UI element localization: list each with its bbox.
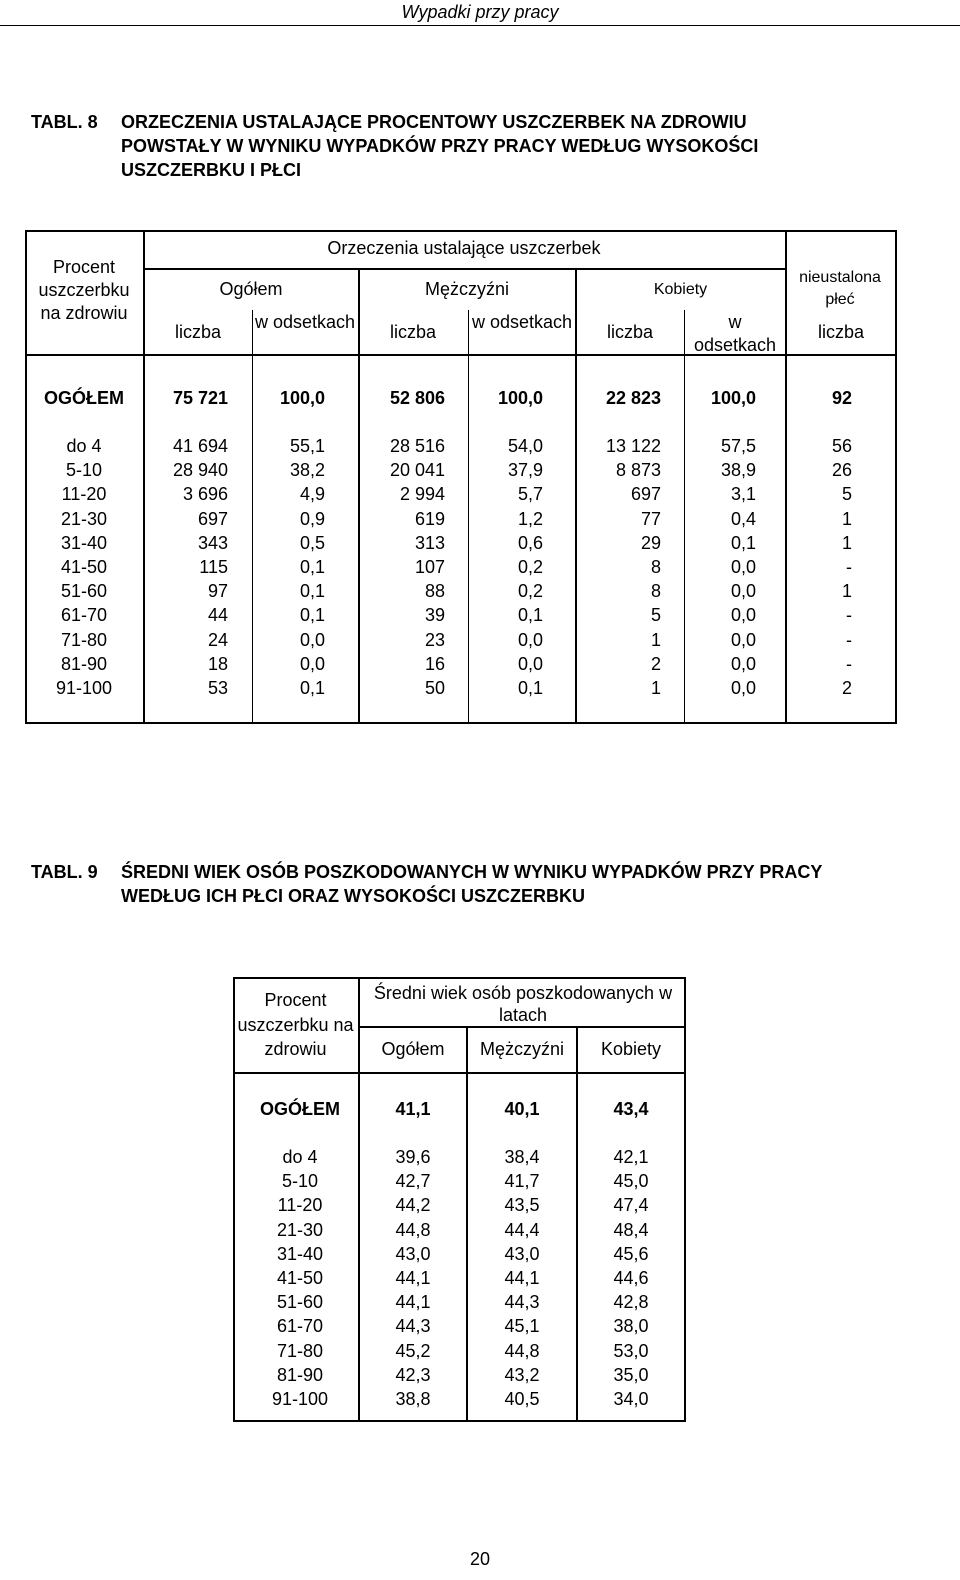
table8-row-label: 91-100 <box>55 678 113 698</box>
table8-stub-header: Procent uszczerbku na zdrowiu <box>38 257 130 323</box>
table8-cell: 115 <box>199 557 228 577</box>
table8-subcol-rule <box>684 310 685 724</box>
table8-row-label: 11-20 <box>61 484 107 505</box>
table8-cell: 2 <box>650 653 661 674</box>
table8-cell: 2 994 <box>399 484 445 505</box>
table8-cell: 0,0 <box>299 653 325 674</box>
table8-row-label: do 4 <box>66 436 102 456</box>
table8-cell: 29 <box>640 532 661 553</box>
table8-cell: 38,2 <box>289 460 325 481</box>
table8-cell: 313 <box>414 532 445 553</box>
table8-cell: 53 <box>207 678 228 698</box>
table9-cell: 44,8 <box>395 1219 431 1240</box>
table8-cell: 0,0 <box>730 605 756 626</box>
table8-cell: 24 <box>207 629 228 650</box>
table8-cell: 28 940 <box>172 460 228 481</box>
table8-cell: 0,1 <box>299 605 325 626</box>
table9-title-text: ŚREDNI WIEK OSÓB POSZKODOWANYCH W WYNIKU WYPADKÓW PRZY PRACY WEDŁUG ICH PŁCI ORAZ WYSOKOŚCI USZCZERBKU <box>121 862 823 906</box>
table8-total-cell: 100,0 <box>710 388 756 408</box>
table8-cell: 0,0 <box>517 653 543 674</box>
table9-group-header: Średni wiek osób poszkodowanych w latach <box>373 983 673 1025</box>
table8-cell: 56 <box>831 436 852 456</box>
table9-cell: 34,0 <box>613 1389 649 1409</box>
table9-cell: 35,0 <box>613 1364 649 1385</box>
table9-cell: 47,4 <box>613 1195 649 1216</box>
table8-col-nieustalona: nieustalona płeć <box>799 269 881 308</box>
table8-cell: 37,9 <box>507 460 543 481</box>
table8-cell: 50 <box>424 678 445 698</box>
table8-cell: 18 <box>207 653 228 674</box>
table9-row-label: 21-30 <box>276 1219 324 1240</box>
table8-cell: 8 873 <box>615 460 661 481</box>
running-header <box>0 0 960 26</box>
table9-row-label: do 4 <box>282 1147 318 1167</box>
table8-cell: 1 <box>841 581 852 602</box>
table9-cell: 53,0 <box>613 1340 649 1361</box>
table8-number: TABL. 8 <box>31 112 98 132</box>
table8-cell: 0,0 <box>730 581 756 602</box>
table9-cell: 42,7 <box>395 1171 431 1192</box>
table8-sub-liczba: liczba <box>606 322 654 342</box>
table8-cell: 13 122 <box>605 436 661 456</box>
table9-cell: 44,1 <box>395 1268 431 1288</box>
table9-cell: 45,0 <box>613 1171 649 1192</box>
table8-cell: 54,0 <box>507 436 543 456</box>
table8-cell: 4,9 <box>299 484 325 505</box>
table8-col-mezczyzni: Mężczyźni <box>424 279 509 299</box>
table8-cell: 0,5 <box>299 532 325 553</box>
table9-stub-header: Procent uszczerbku na zdrowiu <box>237 990 354 1059</box>
table9-cell: 45,6 <box>613 1243 649 1264</box>
table8-cell: 8 <box>650 581 661 602</box>
running-title: Wypadki przy pracy <box>401 2 559 22</box>
table8-row-label: 71-80 <box>60 629 108 650</box>
table9-cell: 43,5 <box>504 1195 540 1216</box>
table8-cell: 1 <box>841 532 852 553</box>
table8-cell: 697 <box>197 508 228 529</box>
table9-total-label: OGÓŁEM <box>260 1099 340 1119</box>
table9-row-label: 41-50 <box>276 1268 324 1288</box>
table9-cell: 44,1 <box>395 1292 431 1313</box>
table8-cell: 5 <box>841 484 852 505</box>
table9-cell: 40,5 <box>504 1389 540 1409</box>
table8-cell: 3,1 <box>730 484 756 505</box>
table8-cell: 343 <box>197 532 228 553</box>
table9-col-mezczyzni: Mężczyźni <box>479 1039 564 1059</box>
table8-row-label: 61-70 <box>60 605 108 626</box>
table9-cell: 42,3 <box>395 1364 431 1385</box>
table8-cell: 0,2 <box>517 557 543 577</box>
table8-sub-liczba: liczba <box>389 322 437 342</box>
table9-cell: 38,8 <box>395 1389 431 1409</box>
table8-sub-odsetki: w odsetkach <box>693 312 777 355</box>
table9-row-label: 61-70 <box>276 1316 324 1337</box>
table8-cell: - <box>846 557 852 577</box>
table9-cell: 43,0 <box>504 1243 540 1264</box>
table9-row-label: 11-20 <box>277 1195 323 1216</box>
table9-cell: 39,6 <box>395 1147 431 1167</box>
table9-cell: 38,4 <box>504 1147 540 1167</box>
table9-number: TABL. 9 <box>31 862 98 882</box>
table8-total-cell: 75 721 <box>172 388 228 408</box>
table8-title-text: ORZECZENIA USTALAJĄCE PROCENTOWY USZCZERBEK NA ZDROWIU POWSTAŁY W WYNIKU WYPADKÓW PRZY PRACY WEDŁUG WYSOKOŚCI USZCZERBKU I PŁCI <box>121 112 759 180</box>
table8-cell: 44 <box>207 605 228 626</box>
table8-cell: 38,9 <box>720 460 756 481</box>
table9-cell: 48,4 <box>613 1219 649 1240</box>
table9-total-cell: 40,1 <box>504 1099 540 1119</box>
table9-row-label: 81-90 <box>276 1364 324 1385</box>
table9-total-cell: 41,1 <box>395 1099 431 1119</box>
table8-cell: 8 <box>650 557 661 577</box>
table8-total-cell: 52 806 <box>389 388 445 408</box>
table8-cell: 39 <box>424 605 445 626</box>
table9-cell: 42,8 <box>613 1292 649 1313</box>
table8-cell: 57,5 <box>720 436 756 456</box>
table9-col-kobiety: Kobiety <box>600 1039 662 1059</box>
table9-row-label: 31-40 <box>276 1243 324 1264</box>
table8-cell: 55,1 <box>289 436 325 456</box>
table9-cell: 38,0 <box>613 1316 649 1337</box>
table8-col-kobiety: Kobiety <box>653 281 708 298</box>
table8-total-cell: 22 823 <box>605 388 661 408</box>
table9-cell: 44,6 <box>613 1268 649 1288</box>
table9-cell: 41,7 <box>504 1171 540 1192</box>
table8-row-label: 5-10 <box>65 460 103 481</box>
table8-cell: 16 <box>424 653 445 674</box>
table8-cell: 88 <box>424 581 445 602</box>
table8-cell: 619 <box>414 508 445 529</box>
table9-row-label: 71-80 <box>276 1340 324 1361</box>
table8-row-label: 31-40 <box>60 532 108 553</box>
table9-row-label: 91-100 <box>271 1389 329 1409</box>
table8-cell: 107 <box>414 557 445 577</box>
table8-cell: 5,7 <box>517 484 543 505</box>
table9-cell: 45,1 <box>504 1316 540 1337</box>
table9-group-rule <box>358 1026 686 1028</box>
table8-cell: - <box>846 653 852 674</box>
table9-total-cell: 43,4 <box>613 1099 649 1119</box>
table8-cell: 2 <box>841 678 852 698</box>
table8-title <box>31 110 831 182</box>
table8-cell: 5 <box>650 605 661 626</box>
table9-cell: 42,1 <box>613 1147 649 1167</box>
table9-row-label: 5-10 <box>281 1171 319 1192</box>
table8-subcol-rule <box>252 310 253 724</box>
table8-cell: 0,6 <box>517 532 543 553</box>
table8-sub-odsetki: w odsetkach <box>471 312 573 332</box>
table8-row-label: 41-50 <box>60 557 108 577</box>
table8-cell: 0,9 <box>299 508 325 529</box>
table8-subcol-rule <box>468 310 469 724</box>
table8-cell: 41 694 <box>172 436 228 456</box>
table8-cell: 0,4 <box>730 508 756 529</box>
table8-col-ogolem: Ogółem <box>219 279 283 299</box>
table9-cell: 44,3 <box>504 1292 540 1313</box>
table8-cell: 0,1 <box>730 532 756 553</box>
table9-title <box>31 860 901 908</box>
table8-total-label: OGÓŁEM <box>44 388 124 408</box>
table8-cell: 1 <box>650 678 661 698</box>
table8-cell: 1 <box>841 508 852 529</box>
table9-col-ogolem: Ogółem <box>381 1039 445 1059</box>
table8-cell: 697 <box>630 484 661 505</box>
table8-cell: 20 041 <box>389 460 445 481</box>
table8-total-cell: 92 <box>831 388 852 408</box>
table9-cell: 44,2 <box>395 1195 431 1216</box>
page-number: 20 <box>469 1549 491 1569</box>
table8-cell: 0,1 <box>299 557 325 577</box>
table8-cell: - <box>846 605 852 626</box>
table8-cell: 26 <box>831 460 852 481</box>
table8-sub-liczba: liczba <box>817 322 865 342</box>
table8-sub-liczba: liczba <box>174 322 222 342</box>
table8-cell: 0,0 <box>517 629 543 650</box>
table8-group-header: Orzeczenia ustalające uszczerbek <box>327 238 601 258</box>
table8-cell: 3 696 <box>182 484 228 505</box>
table9-header-rule <box>233 1072 686 1074</box>
table8-row-label: 81-90 <box>60 653 108 674</box>
table9-cell: 43,0 <box>395 1243 431 1264</box>
table8-cell: 23 <box>424 629 445 650</box>
table8-cell: - <box>846 629 852 650</box>
table8-cell: 1 <box>650 629 661 650</box>
table8-total-cell: 100,0 <box>497 388 543 408</box>
table8-cell: 0,0 <box>730 557 756 577</box>
table8-cell: 0,0 <box>299 629 325 650</box>
table8-cell: 0,0 <box>730 678 756 698</box>
table9-cell: 43,2 <box>504 1364 540 1385</box>
table9-row-label: 51-60 <box>276 1292 324 1313</box>
table8-cell: 0,1 <box>299 581 325 602</box>
table9-cell: 44,1 <box>504 1268 540 1288</box>
table8-total-cell: 100,0 <box>279 388 325 408</box>
table8-cell: 97 <box>207 581 228 602</box>
table8-group-rule <box>143 268 785 270</box>
table8-cell: 77 <box>640 508 661 529</box>
table9-cell: 44,4 <box>504 1219 540 1240</box>
table9-cell: 44,8 <box>504 1340 540 1361</box>
table9-cell: 45,2 <box>395 1340 431 1361</box>
table8-cell: 0,1 <box>517 605 543 626</box>
table8-row-label: 51-60 <box>60 581 108 602</box>
table8-sub-odsetki: w odsetkach <box>254 312 356 332</box>
table8-cell: 28 516 <box>389 436 445 456</box>
table8-cell: 1,2 <box>517 508 543 529</box>
table8-cell: 0,1 <box>299 678 325 698</box>
table8-cell: 0,0 <box>730 629 756 650</box>
table8-cell: 0,2 <box>517 581 543 602</box>
table8-row-label: 21-30 <box>60 508 108 529</box>
table9-cell: 44,3 <box>395 1316 431 1337</box>
table8-cell: 0,0 <box>730 653 756 674</box>
table8-cell: 0,1 <box>517 678 543 698</box>
